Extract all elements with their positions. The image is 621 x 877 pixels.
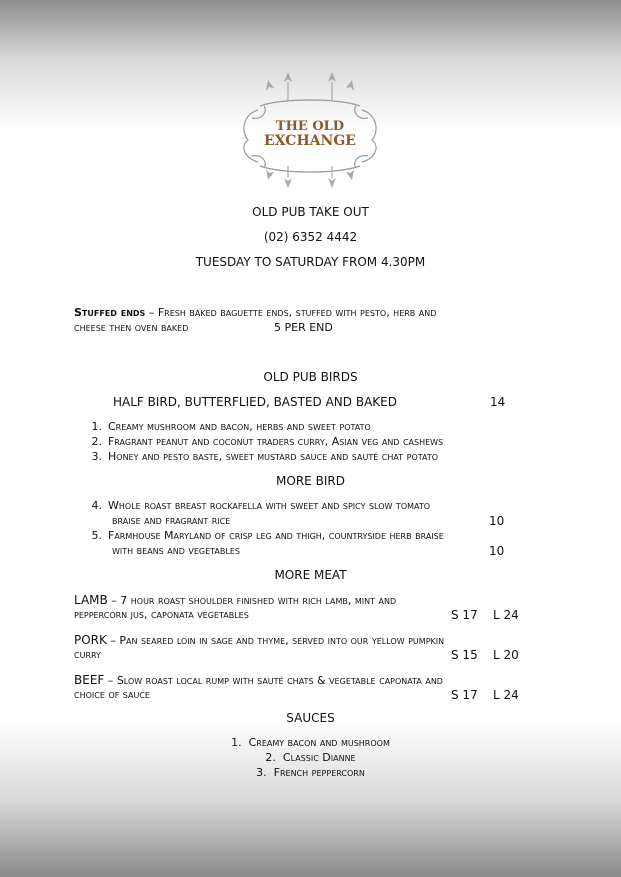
price-small: S 17 bbox=[451, 608, 478, 622]
more-meat-heading: MORE MEAT bbox=[274, 568, 347, 582]
meat-item-lamb-line2: peppercorn jus, caponata vegetables bbox=[74, 608, 249, 621]
stuffed-ends-dash: – bbox=[145, 306, 158, 319]
list-item: 1. Creamy bacon and mushroom bbox=[231, 736, 390, 749]
price-large: L 20 bbox=[493, 648, 519, 662]
list-item: 2. Fragrant peanut and coconut traders curry, Asian veg and cashews bbox=[91, 435, 444, 448]
price-small: S 15 bbox=[451, 648, 478, 662]
meat-item-beef-line2: choice of sauce bbox=[74, 688, 150, 701]
item-price: 10 bbox=[489, 514, 505, 528]
stuffed-ends-price: 5 PER END bbox=[274, 321, 333, 334]
phone-number: (02) 6352 4442 bbox=[263, 230, 358, 244]
birds-heading: OLD PUB BIRDS bbox=[263, 370, 358, 384]
price-large: L 24 bbox=[493, 608, 519, 622]
list-item: 5. Farmhouse Maryland of crisp leg and thigh, countryside herb braise bbox=[91, 529, 444, 542]
meat-item-beef: BEEF – Slow roast local rump with sauté chats & vegetable caponata and bbox=[74, 673, 443, 687]
stuffed-ends-line1 bbox=[74, 306, 436, 319]
list-item: 3. French peppercorn bbox=[256, 766, 365, 779]
menu-title: OLD PUB TAKE OUT bbox=[252, 205, 369, 219]
list-item: 3. Honey and pesto baste, sweet mustard sauce and sauté chat potato bbox=[91, 450, 439, 463]
stuffed-ends-name: Stuffed ends bbox=[74, 306, 146, 319]
meat-item-pork-line2: curry bbox=[74, 648, 101, 661]
opening-hours: TUESDAY TO SATURDAY FROM 4.30PM bbox=[195, 255, 426, 269]
list-item-continued: with beans and vegetables bbox=[112, 544, 240, 557]
logo-line1: THE OLD bbox=[275, 119, 345, 134]
birds-subheading: HALF BIRD, BUTTERFLIED, BASTED AND BAKED bbox=[113, 395, 397, 409]
meat-item-pork: PORK – Pan seared loin in sage and thyme, served into our yellow pumpkin bbox=[74, 633, 445, 647]
price-large: L 24 bbox=[493, 688, 519, 702]
list-item-continued: braise and fragrant rice bbox=[112, 514, 231, 527]
stuffed-ends-desc-1: Fresh baked baguette ends, stuffed with pesto, herb and bbox=[157, 306, 437, 319]
more-bird-heading: MORE BIRD bbox=[276, 474, 345, 488]
birds-price: 14 bbox=[490, 395, 506, 409]
list-item: 4. Whole roast breast rockafella with sweet and spicy slow tomato bbox=[91, 499, 431, 512]
stuffed-ends-desc-2: cheese then oven baked bbox=[74, 321, 189, 334]
logo-line2: EXCHANGE bbox=[264, 133, 356, 149]
meat-item-lamb: LAMB – 7 hour roast shoulder finished with rich lamb, mint and bbox=[74, 593, 397, 607]
price-small: S 17 bbox=[451, 688, 478, 702]
list-item: 1. Creamy mushroom and bacon, herbs and sweet potato bbox=[91, 420, 371, 433]
old-exchange-logo bbox=[238, 68, 382, 192]
sauces-heading: SAUCES bbox=[286, 711, 335, 725]
item-price: 10 bbox=[489, 544, 505, 558]
list-item: 2. Classic Dianne bbox=[265, 751, 356, 764]
